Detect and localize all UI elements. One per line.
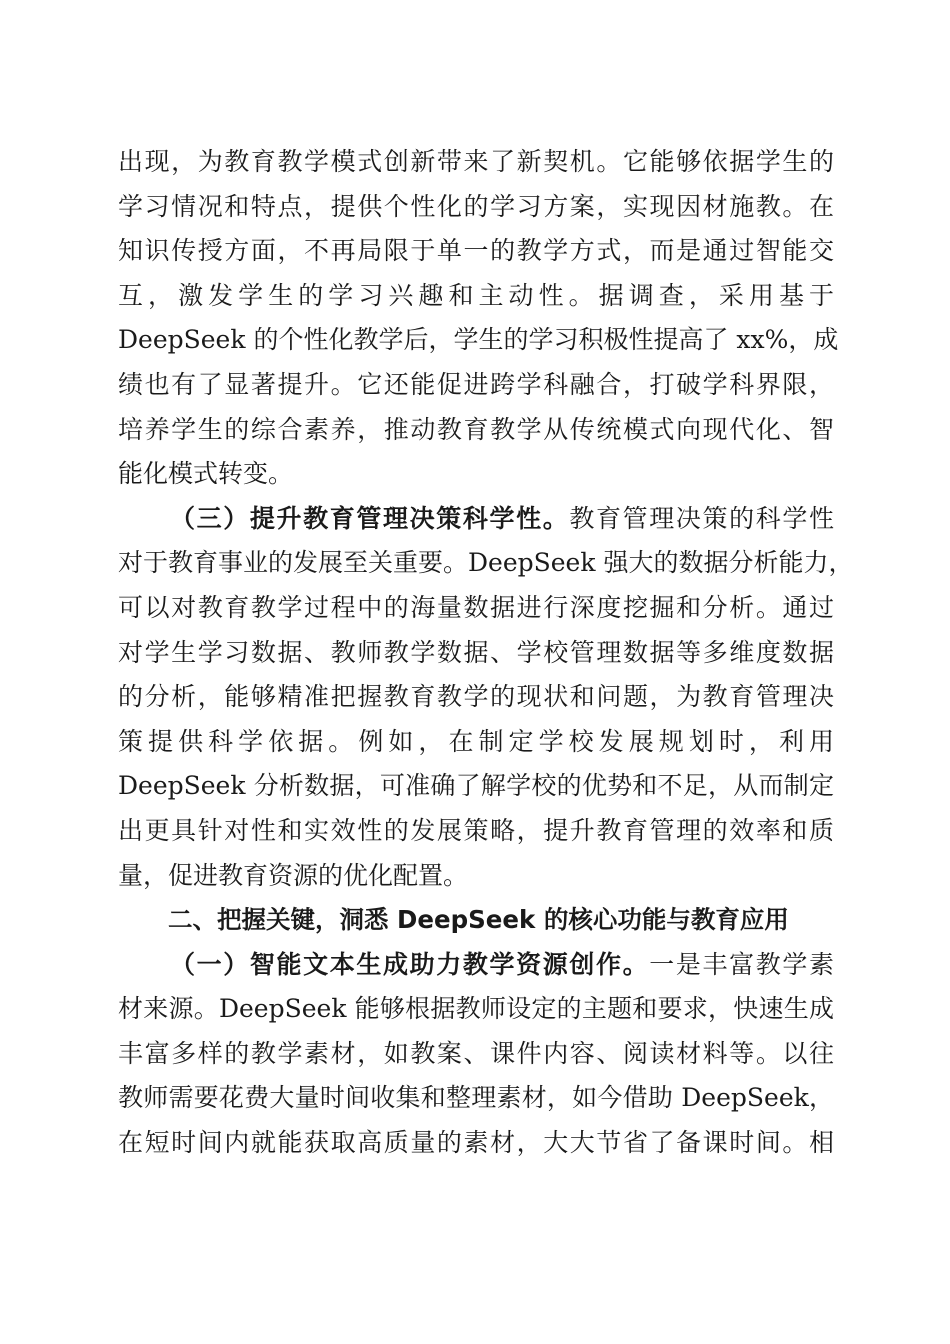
subsection-heading: （三）提升教育管理决策科学性。 <box>170 503 570 533</box>
body-line: 丰富多样的教学素材，如教案、课件内容、阅读材料等。以往 <box>118 1038 834 1068</box>
body-line: 出更具针对性和实效性的发展策略，提升教育管理的效率和质 <box>118 815 834 845</box>
body-line: 材来源。DeepSeek 能够根据教师设定的主题和要求，快速生成 <box>118 994 834 1024</box>
body-line: 量，促进教育资源的优化配置。 <box>118 860 469 890</box>
document-page <box>118 140 854 1166</box>
section-heading: 二、把握关键，洞悉 DeepSeek 的核心功能与教育应用 <box>168 905 789 935</box>
body-line: 出现，为教育教学模式创新带来了新契机。它能够依据学生的 <box>118 147 834 176</box>
body-line: 对于教育事业的发展至关重要。DeepSeek 强大的数据分析能力， <box>118 548 854 578</box>
body-line: 的分析，能够精准把握教育教学的现状和问题，为教育管理决 <box>118 682 834 712</box>
body-text: 教育管理决策的科学性 <box>569 503 834 533</box>
body-line: 可以对教育教学过程中的海量数据进行深度挖掘和分析。通过 <box>118 592 834 622</box>
body-line: DeepSeek 的个性化教学后，学生的学习积极性提高了 xx%，成 <box>118 325 839 355</box>
body-line: 培养学生的综合素养，推动教育教学从传统模式向现代化、智 <box>118 414 834 444</box>
body-line: 对学生学习数据、教师教学数据、学校管理数据等多维度数据 <box>118 637 834 667</box>
body-line: 在短时间内就能获取高质量的素材，大大节省了备课时间。相 <box>118 1128 834 1158</box>
subsection-heading: （一）智能文本生成助力教学资源创作。 <box>170 949 650 979</box>
body-line: 知识传授方面，不再局限于单一的教学方式，而是通过智能交 <box>118 236 834 266</box>
body-line: 学习情况和特点，提供个性化的学习方案，实现因材施教。在 <box>118 191 834 221</box>
body-line: 绩也有了显著提升。它还能促进跨学科融合，打破学科界限， <box>118 369 834 399</box>
body-line: 能化模式转变。 <box>118 459 294 489</box>
body-line: 策提供科学依据。例如，在制定学校发展规划时，利用 <box>118 726 834 756</box>
body-text: 一是丰富教学素 <box>649 949 834 979</box>
subsection-first-line <box>118 497 834 542</box>
subsection-first-line <box>118 943 834 988</box>
body-line: 教师需要花费大量时间收集和整理素材，如今借助 DeepSeek， <box>118 1083 834 1113</box>
body-line: 互，激发学生的学习兴趣和主动性。据调查，采用基于 <box>118 280 834 310</box>
body-line: DeepSeek 分析数据，可准确了解学校的优势和不足，从而制定 <box>118 771 834 801</box>
